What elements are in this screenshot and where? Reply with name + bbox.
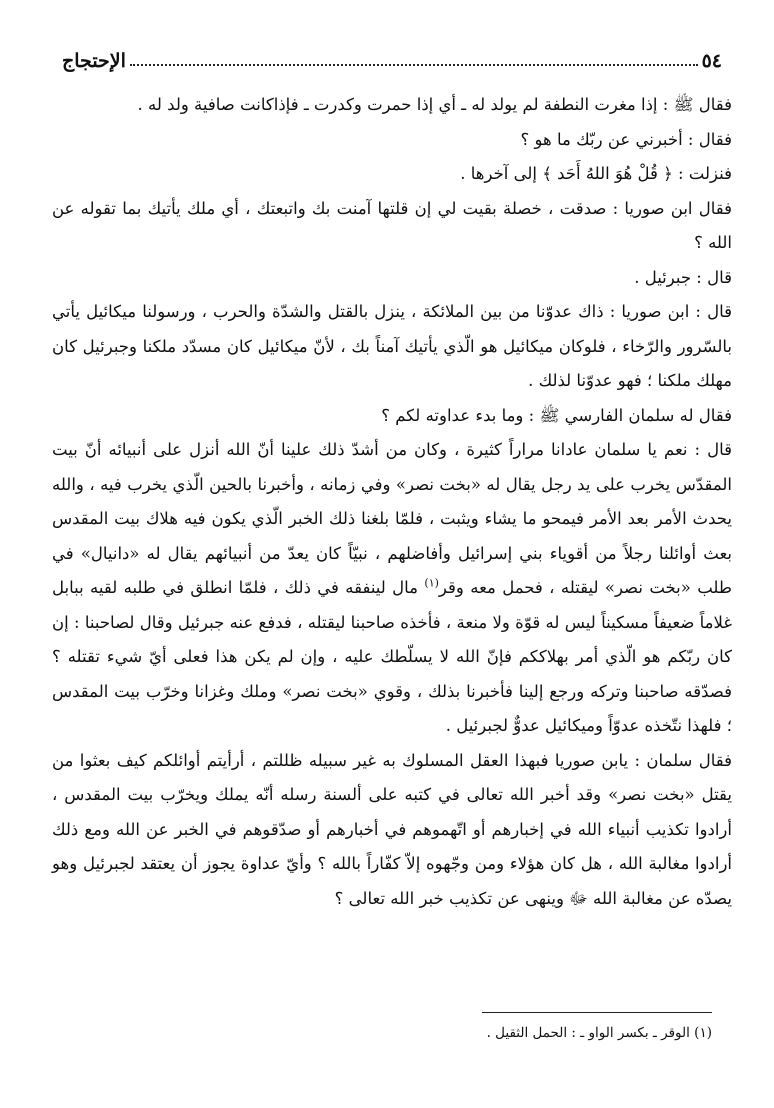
paragraph-8 bbox=[52, 433, 732, 744]
paragraph-3: فنزلت : ﴿ قُلْ هُوَ اللهُ أَحَد ﴾ إلى آخرها . bbox=[460, 164, 732, 183]
paragraph-6: قال : ابن صوريا : ذاك عدوّنا من بين الملائكة ، ينزل بالقتل والشدّة والحرب ، ورسولنا ميكائيل يأتي بالسّرور والرّخاء ، فلوكان ميكائيل هو الّذي يأتيك آمناً بك ، لأنّ ميكائيل كان مسدّد ملكنا وجبرئيل كان مهلك ملكنا ؛ فهو عدوّنا لذلك . bbox=[52, 302, 732, 390]
paragraph-4: فقال ابن صوريا : صدقت ، خصلة بقيت لي إن قلتها آمنت بك واتبعتك ، أي ملك يأتيك بما تقوله عن الله ؟ bbox=[52, 198, 732, 252]
paragraph-5: قال : جبرئيل . bbox=[634, 267, 732, 287]
book-title: الإحتجاج bbox=[62, 50, 126, 72]
footnote-reference[interactable]: (١) bbox=[424, 576, 439, 590]
footnote-separator bbox=[482, 1012, 712, 1013]
paragraph-7: فقال له سلمان الفارسي ﷺ : وما بدء عداوته لكم ؟ bbox=[381, 405, 732, 425]
header-dotted-leader bbox=[130, 63, 698, 66]
running-header bbox=[62, 38, 722, 72]
paragraph-8-part-1: قال : نعم يا سلمان عادانا مراراً كثيرة ، وكان من أشدّ ذلك علينا أنّ الله أنزل على أنبيائه أنّ بيت المقدّس يخرب على يد رجل يقال له «بخت نصر» وفي زمانه ، وأخبرنا بالحين الّذي يخرب فيه ، والله يحدث الأمر بعد الأمر فيمحو ما يشاء ويثبت ، فلمّا بلغنا ذلك الخبر الّذي يكون فيه هلاك بيت المقدس بعث أوائلنا رجلاً من أقوياء بني إسرائيل وأفاضلهم ، نبيّاً كان يعدّ من أنبيائهم يقال له «دانيال» في طلب «بخت نصر» ليقتله ، فحمل معه وقر bbox=[52, 440, 733, 597]
page-number: ٥٤ bbox=[701, 50, 722, 72]
main-text bbox=[52, 88, 732, 916]
paragraph-9: فقال سلمان : يابن صوريا فبهذا العقل المسلوك به غير سبيله ظللتم ، أرأيتم أوائلكم كيف بعثوا من يقتل «بخت نصر» وقد أخبر الله تعالى في كتبه على ألسنة رسله أنّه يملك ويخرّب بيت المقدس ، أرادوا تكذيب أنبياء الله في إخبارهم أو اتّهموهم في أخبارهم أو صدّقوهم في الخبر عن الله ومع ذلك أرادوا مغالبة الله ، هل كان هؤلاء ومن وجّهوه إلاّ كفّاراً بالله ؟ وأيّ عداوة يجوز أن يعتقد لجبرئيل وهو يصدّه عن مغالبة الله ﷻ وينهى عن تكذيب خبر الله تعالى ؟ bbox=[52, 750, 732, 908]
paragraph-1: فقال ﷺ : إذا مغرت النطفة لم يولد له ـ أي إذا حمرت وكدرت ـ فإذاكانت صافية ولد له . bbox=[137, 95, 732, 114]
paragraph-8-part-2: مال لينفقه في ذلك ، فلمّا انطلق في طلبه لقيه ببابل غلاماً ضعيفاً مسكيناً ليس له قوّة ولا منعة ، فأخذه صاحبنا ليقتله ، فدفع عنه جبرئيل وقال لصاحبنا : إن كان ربّكم هو الّذي أمر بهلاككم فإنّ الله لا يسلّطك عليه ، وإن لم يكن هذا فعلى أيّ شيء تقتله ؟ فصدّقه صاحبنا وتركه ورجع إلينا فأخبرنا بذلك ، وقوي «بخت نصر» وملك وغزانا وخرّب بيت المقدس ؛ فلهذا نتّخذه عدوّاً وميكائيل عدوٌّ لجبرئيل . bbox=[52, 578, 732, 735]
paragraph-2: فقال : أخبرني عن ربّك ما هو ؟ bbox=[520, 129, 732, 149]
footnote: (١) الوقر ـ بكسر الواو ـ : الحمل الثقيل . bbox=[486, 1025, 712, 1041]
